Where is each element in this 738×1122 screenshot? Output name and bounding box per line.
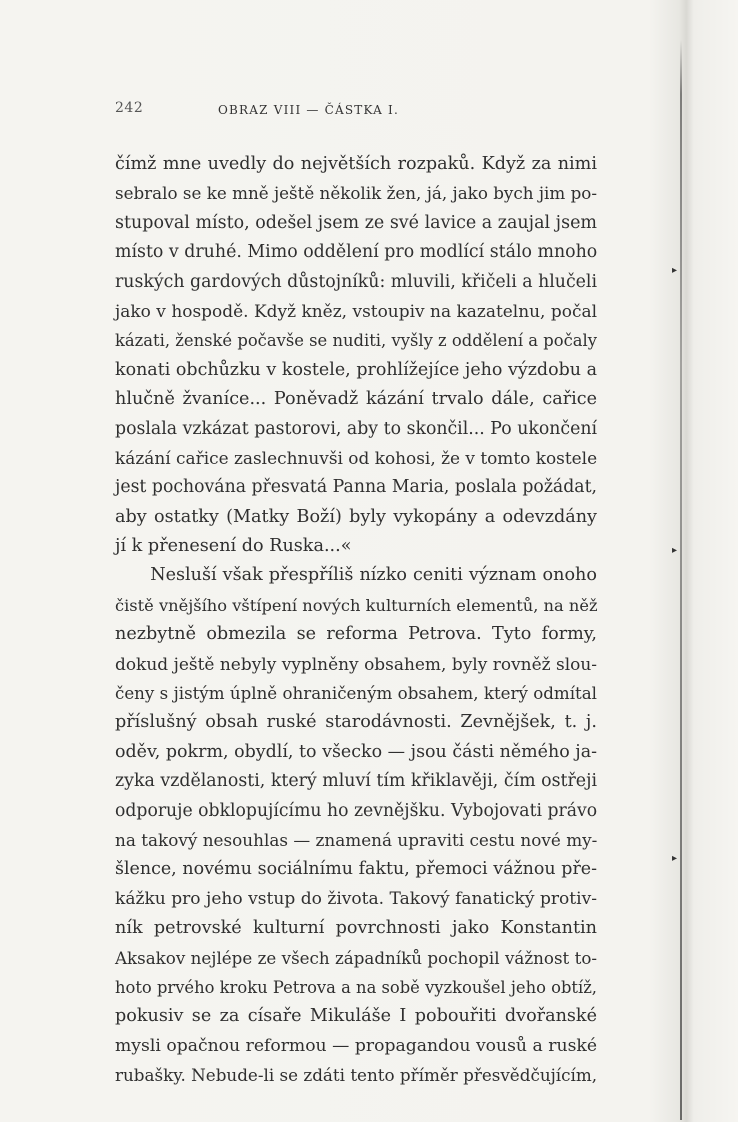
page-number: 242: [115, 100, 144, 116]
text-line: Nesluší však přespříliš nízko ceniti význam onoho: [150, 565, 597, 586]
text-line: jest pochována přesvatá Panna Maria, poslala požádat,: [115, 477, 597, 498]
text-line: hlučně žvaníce... Poněvadž kázání trvalo dále, cařice: [115, 389, 597, 410]
text-line: příslušný obsah ruské starodávnosti. Zevnějšek, t. j.: [115, 712, 597, 733]
running-head: [115, 100, 675, 120]
text-line: nezbytně obmezila se reforma Petrova. Tyto formy,: [115, 624, 597, 645]
text-line: místo v druhé. Mimo oddělení pro modlící stálo mnoho: [115, 242, 598, 263]
text-line: kázání cařice zaslechnuvši od kohosi, že v tomto kostele: [115, 447, 598, 468]
text-line: jako v hospodě. Když kněz, vstoupiv na kazatelnu, počal: [115, 300, 597, 321]
text-line: pokusiv se za císaře Mikuláše I pobouřiti dvořanské: [115, 1006, 597, 1027]
text-line: kázati, ženské počavše se nuditi, vyšly z oddělení a počaly: [115, 331, 597, 351]
text-line: odporuje obklopujícímu ho zevnějšku. Vybojovati právo: [115, 800, 598, 821]
text-line: na takový nesouhlas — znamená upraviti cestu nové my-: [115, 829, 598, 850]
text-line: kážku pro jeho vstup do života. Takový fanatický protiv-: [115, 888, 597, 909]
page-edge-shadow: [680, 40, 682, 1120]
text-line: jí k přenesení do Ruska...«: [115, 536, 352, 557]
text-line: zyka vzdělanosti, který mluví tím křiklavěji, čím ostřeji: [115, 771, 598, 792]
text-line: šlence, novému sociálnímu faktu, přemoci vážnou pře-: [115, 859, 597, 880]
text-line: mysli opačnou reformou — propagandou vousů a ruské: [115, 1035, 597, 1056]
text-line: oděv, pokrm, obydlí, to všecko — jsou části němého ja-: [115, 741, 597, 762]
page-edge-notch: ▸: [672, 545, 678, 556]
text-line: sebralo se ke mně ještě několik žen, já, jako bych jim po-: [115, 183, 597, 204]
paragraph-first-line: [115, 561, 597, 590]
text-line: čistě vnějšího vštípení nových kulturních elementů, na něž: [115, 595, 598, 615]
text-line: rubašky. Nebude-li se zdáti tento příměr přesvědčujícím,: [115, 1065, 598, 1086]
running-title: OBRAZ VIII — ČÁSTKA I.: [218, 103, 400, 117]
text-line: poslala vzkázat pastorovi, aby to skončil... Po ukončení: [115, 418, 597, 439]
text-line: aby ostatky (Matky Boží) byly vykopány a odevzdány: [115, 506, 597, 527]
text-line: stupoval místo, odešel jsem ze své lavice a zaujal jsem: [115, 212, 597, 233]
text-line: ník petrovské kulturní povrchnosti jako Konstantin: [115, 918, 597, 939]
text-line: hoto prvého kroku Petrova a na sobě vyzkoušel jeho obtíž,: [115, 977, 597, 997]
text-line: čímž mne uvedly do největších rozpaků. Když za nimi: [115, 154, 597, 174]
page-edge-notch: ▸: [672, 853, 678, 864]
text-line: ruských gardových důstojníků: mluvili, křičeli a hlučeli: [115, 271, 597, 292]
text-line: dokud ještě nebyly vyplněny obsahem, byly rovněž slou-: [115, 653, 597, 674]
text-line: Aksakov nejlépe ze všech západníků pochopil vážnost to-: [115, 948, 597, 968]
body-text: [115, 150, 597, 1091]
text-line: čeny s jistým úplně ohraničeným obsahem, který odmítal: [115, 684, 597, 704]
page-edge-notch: ▸: [672, 265, 678, 276]
text-line: konati obchůzku v kostele, prohlížejíce jeho výzdobu a: [115, 359, 597, 380]
